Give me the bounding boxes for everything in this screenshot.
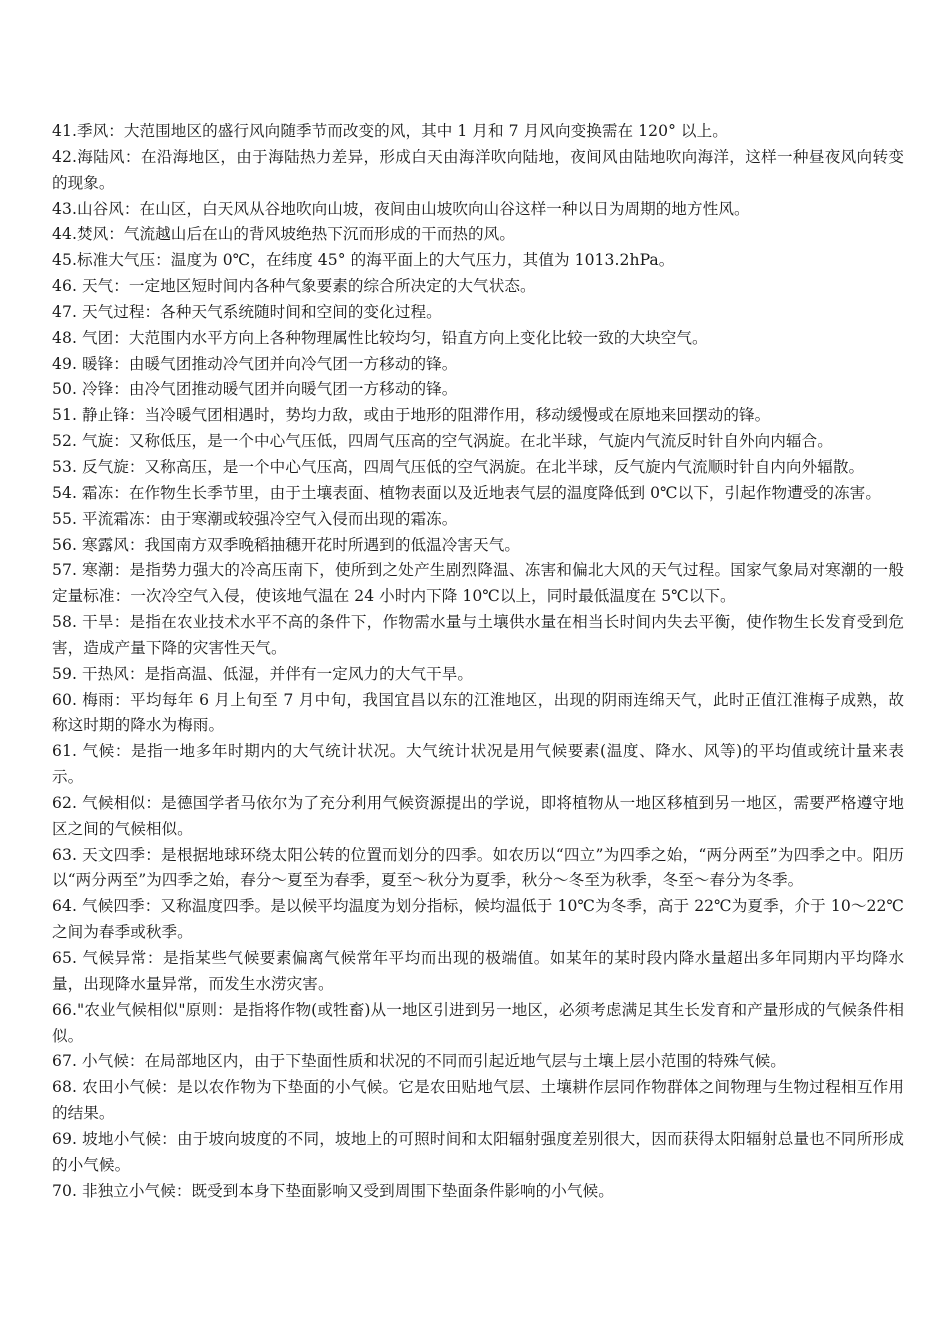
term-entry-46: 46. 天气：一定地区短时间内各种气象要素的综合所决定的大气状态。 xyxy=(52,277,536,296)
term-entry-43: 43.山谷风：在山区，白天风从谷地吹向山坡，夜间由山坡吹向山谷这样一种以日为周期的地方性风。 xyxy=(52,199,750,218)
term-entry-54: 54. 霜冻：在作物生长季节里，由于土壤表面、植物表面以及近地表气层的温度降低到 0℃以下，引起作物遭受的冻害。 xyxy=(52,483,881,502)
term-entry-63: 63. 天文四季：是根据地球环绕太阳公转的位置而划分的四季。如农历以“四立”为四季之始，“两分两至”为四季之中。阳历以“两分两至”为四季之始，春分～夏至为春季，夏至～秋分为夏季，秋分～冬至为秋季，冬至～春分为冬季。 xyxy=(52,845,904,890)
term-entry-70: 70. 非独立小气候：既受到本身下垫面影响又受到周围下垫面条件影响的小气候。 xyxy=(52,1181,614,1200)
term-entry-53: 53. 反气旋：又称高压，是一个中心气压高，四周气压低的空气涡旋。在北半球，反气旋内气流顺时针自内向外辐散。 xyxy=(52,457,865,476)
term-entry-47: 47. 天气过程：各种天气系统随时间和空间的变化过程。 xyxy=(52,302,442,321)
term-entry-58: 58. 干旱：是指在农业技术水平不高的条件下，作物需水量与土壤供水量在相当长时间内失去平衡，使作物生长发育受到危害，造成产量下降的灾害性天气。 xyxy=(52,613,904,657)
term-entry-51: 51. 静止锋：当冷暖气团相遇时，势均力敌，或由于地形的阻滞作用，移动缓慢或在原地来回摆动的锋。 xyxy=(52,406,771,425)
term-entry-65: 65. 气候异常：是指某些气候要素偏离气候常年平均而出现的极端值。如某年的某时段内降水量超出多年同期内平均降水量，出现降水量异常，而发生水涝灾害。 xyxy=(52,949,904,993)
term-entry-48: 48. 气团：大范围内水平方向上各种物理属性比较均匀，铅直方向上变化比较一致的大块空气。 xyxy=(52,328,708,347)
term-entry-52: 52. 气旋：又称低压，是一个中心气压低，四周气压高的空气涡旋。在北半球，气旋内气流反时针自外向内辐合。 xyxy=(52,432,833,451)
term-entry-50: 50. 冷锋：由冷气团推动暖气团并向暖气团一方移动的锋。 xyxy=(52,380,458,399)
term-entry-66: 66."农业气候相似"原则：是指将作物(或牲畜)从一地区引进到另一地区，必须考虑满足其生长发育和产量形成的气候条件相似。 xyxy=(52,1000,904,1045)
term-entry-42: 42.海陆风：在沿海地区，由于海陆热力差异，形成白天由海洋吹向陆地，夜间风由陆地吹向海洋，这样一种昼夜风向转变的现象。 xyxy=(52,147,904,192)
term-entry-67: 67. 小气候：在局部地区内，由于下垫面性质和状况的不同而引起近地气层与土壤上层小范围的特殊气候。 xyxy=(52,1052,786,1071)
term-entry-55: 55. 平流霜冻：由于寒潮或较强冷空气入侵而出现的霜冻。 xyxy=(52,509,458,528)
term-entry-44: 44.焚风：气流越山后在山的背风坡绝热下沉而形成的干而热的风。 xyxy=(52,225,515,244)
term-entry-49: 49. 暖锋：由暖气团推动冷气团并向冷气团一方移动的锋。 xyxy=(52,354,458,373)
term-entry-41: 41.季风：大范围地区的盛行风向随季节而改变的风，其中 1 月和 7 月风向变换需在 120° 以上。 xyxy=(52,122,728,140)
term-entry-56: 56. 寒露风：我国南方双季晚稻抽穗开花时所遇到的低温冷害天气。 xyxy=(52,535,520,554)
document-page xyxy=(52,119,904,1204)
term-entry-45: 45.标准大气压：温度为 0℃，在纬度 45° 的海平面上的大气压力，其值为 1013.2hPa。 xyxy=(52,251,675,270)
term-entry-59: 59. 干热风：是指高温、低湿，并伴有一定风力的大气干旱。 xyxy=(52,664,474,683)
term-entry-69: 69. 坡地小气候：由于坡向坡度的不同，坡地上的可照时间和太阳辐射强度差别很大，因而获得太阳辐射总量也不同所形成的小气候。 xyxy=(52,1129,904,1174)
term-entry-60: 60. 梅雨：平均每年 6 月上旬至 7 月中旬，我国宜昌以东的江淮地区，出现的阴雨连绵天气，此时正值江淮梅子成熟，故称这时期的降水为梅雨。 xyxy=(52,690,904,735)
term-entry-61: 61. 气候：是指一地多年时期内的大气统计状况。大气统计状况是用气候要素(温度、降水、风等)的平均值或统计量来表示。 xyxy=(52,742,904,787)
term-entry-64: 64. 气候四季：又称温度四季。是以候平均温度为划分指标，候均温低于 10℃为冬季，高于 22℃为夏季，介于 10～22℃之间为春季或秋季。 xyxy=(52,897,904,942)
term-entry-68: 68. 农田小气候：是以农作物为下垫面的小气候。它是农田贴地气层、土壤耕作层同作物群体之间物理与生物过程相互作用的结果。 xyxy=(52,1078,904,1123)
term-entry-62: 62. 气候相似：是德国学者马依尔为了充分利用气候资源提出的学说，即将植物从一地区移植到另一地区，需要严格遵守地区之间的气候相似。 xyxy=(52,793,904,838)
term-entry-57: 57. 寒潮：是指势力强大的冷高压南下，使所到之处产生剧烈降温、冻害和偏北大风的天气过程。国家气象局对寒潮的一般定量标准：一次冷空气入侵，使该地气温在 24 小时内下降 10℃以上，同时最低温度在 5℃以下。 xyxy=(52,561,904,606)
